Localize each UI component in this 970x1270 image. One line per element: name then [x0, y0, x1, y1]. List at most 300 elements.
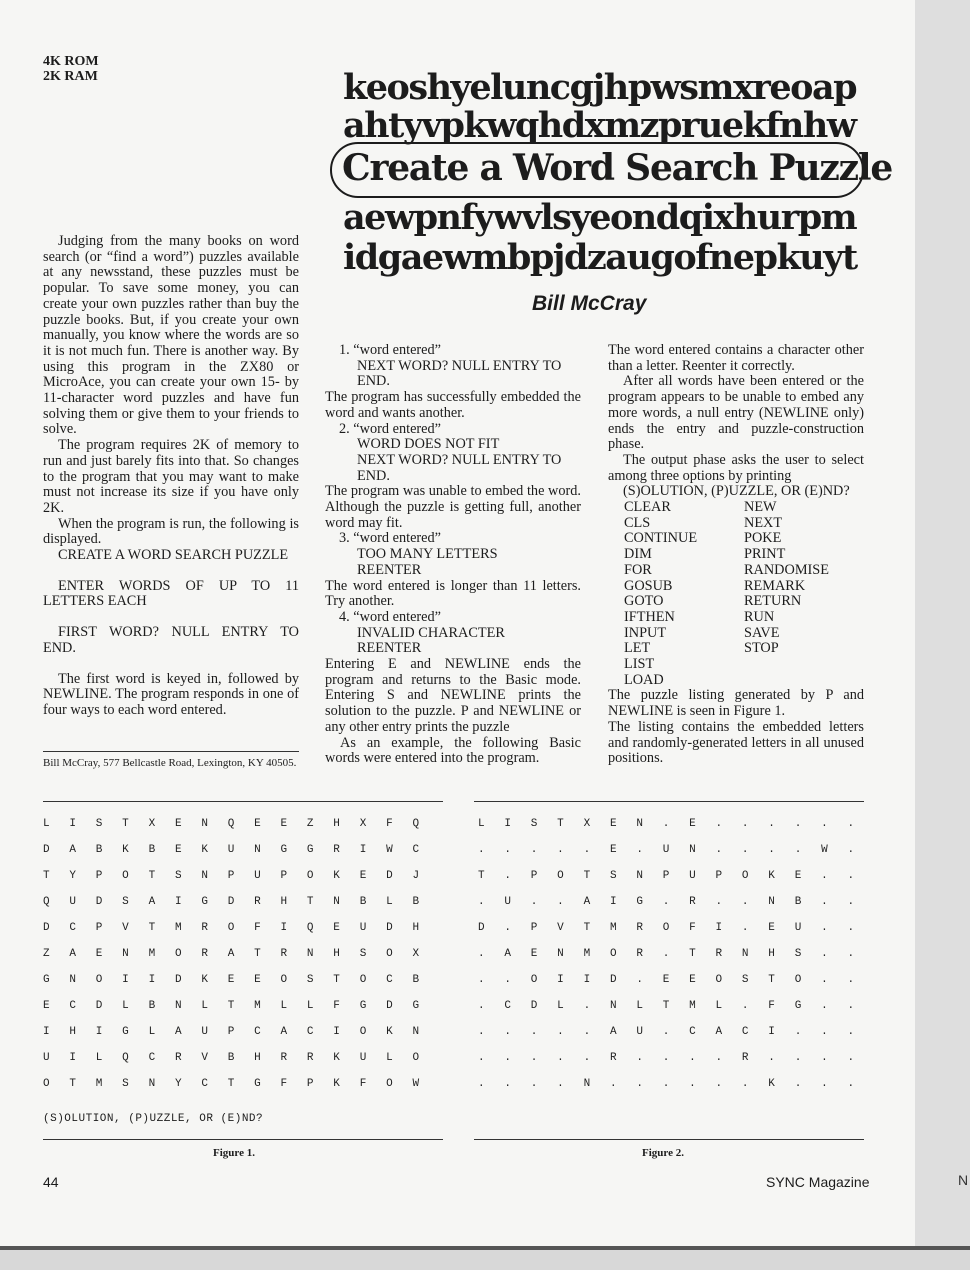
grid-cell: P: [280, 870, 288, 882]
grid-cell: G: [636, 896, 643, 908]
grid-cell: R: [636, 922, 643, 934]
keyword-item: LIST: [624, 656, 655, 673]
grid-cell: Q: [412, 818, 420, 830]
grid-row: [478, 915, 874, 941]
grid-row: [43, 1019, 439, 1045]
grid-cell: O: [174, 948, 182, 960]
case-1-text: The program has successfully embedded the word and wants another.: [325, 389, 581, 421]
keyword-item: GOTO: [624, 593, 664, 610]
grid-cell: A: [174, 1026, 182, 1038]
grid-cell: I: [95, 1026, 103, 1038]
case-1-output: NEXT WORD? NULL ENTRY TO END.: [357, 357, 562, 390]
grid-row: [478, 941, 874, 967]
grid-cell: E: [174, 818, 182, 830]
grid-cell: B: [412, 896, 420, 908]
grid-cell: P: [227, 870, 235, 882]
grid-cell: I: [609, 896, 617, 908]
grid-row: [43, 837, 439, 863]
keyword-item: RANDOMISE: [744, 561, 829, 578]
figure-2-bottom-rule: [474, 1139, 864, 1140]
grid-cell: S: [530, 818, 538, 830]
grid-cell: U: [794, 922, 802, 934]
grid-cell: .: [504, 870, 511, 882]
grid-cell: .: [530, 844, 538, 856]
grid-cell: N: [741, 948, 749, 960]
grid-cell: .: [794, 1052, 802, 1064]
author-address: Bill McCray, 577 Bellcastle Road, Lexington, KY 40505.: [43, 757, 297, 769]
grid-cell: G: [306, 844, 314, 856]
grid-cell: E: [95, 948, 103, 960]
grid-row: [43, 811, 439, 837]
grid-cell: S: [122, 1078, 129, 1090]
grid-cell: E: [689, 818, 696, 830]
grid-cell: .: [821, 1026, 828, 1038]
grid-cell: E: [43, 1000, 50, 1012]
grid-cell: G: [794, 1000, 802, 1012]
grid-cell: N: [122, 948, 129, 960]
grid-cell: .: [821, 1052, 828, 1064]
grid-cell: .: [715, 1052, 723, 1064]
case-3-output-a: TOO MANY LETTERS: [357, 546, 498, 563]
memory-badge: [43, 54, 99, 84]
letter-row-4: idgaewmbpjdzaugofnepkuyt: [343, 237, 857, 278]
letter-row-3: aewpnfywvlsyeondqixhurpm: [343, 197, 857, 238]
grid-cell: O: [386, 1078, 393, 1090]
keyword-list: [608, 500, 864, 688]
grid-row: [478, 811, 874, 837]
grid-cell: C: [254, 1026, 261, 1038]
listing-text: The puzzle listing generated by P and NEWLINE is seen in Figure 1.: [608, 687, 864, 720]
grid-cell: .: [609, 1078, 617, 1090]
grid-cell: .: [478, 974, 485, 986]
case-1-heading: 1. “word entered”: [339, 342, 442, 358]
grid-cell: .: [662, 818, 670, 830]
ram-label: 2K RAM: [43, 69, 98, 84]
grid-cell: U: [254, 870, 261, 882]
grid-cell: P: [95, 922, 103, 934]
grid-row: [478, 1019, 874, 1045]
grid-cell: S: [741, 974, 749, 986]
grid-cell: X: [583, 818, 591, 830]
keyword-item: INPUT: [624, 624, 667, 641]
grid-cell: K: [386, 1026, 393, 1038]
grid-cell: N: [69, 974, 76, 986]
grid-cell: .: [768, 1052, 775, 1064]
grid-cell: T: [583, 922, 591, 934]
grid-cell: .: [557, 844, 564, 856]
grid-cell: F: [280, 1078, 288, 1090]
grid-cell: O: [95, 974, 103, 986]
grid-cell: .: [847, 1000, 855, 1012]
grid-cell: .: [847, 818, 855, 830]
grid-cell: H: [333, 818, 340, 830]
grid-cell: W: [821, 844, 828, 856]
grid-cell: .: [821, 948, 828, 960]
grid-cell: L: [43, 818, 50, 830]
grid-cell: .: [504, 1078, 511, 1090]
keyword-item: CONTINUE: [624, 530, 698, 547]
grid-cell: B: [412, 974, 420, 986]
grid-cell: C: [741, 1026, 749, 1038]
letter-row-1: keoshyeluncgjhpwsmxreoap: [343, 67, 857, 108]
grid-cell: .: [847, 1078, 855, 1090]
grid-cell: P: [306, 1078, 314, 1090]
grid-cell: D: [386, 922, 393, 934]
example-text: As an example, the following Basic words were entered into the program.: [325, 734, 581, 767]
grid-cell: P: [227, 1026, 235, 1038]
scan-bottom: [0, 1250, 970, 1270]
figure-2-top-rule: [474, 801, 864, 802]
grid-cell: .: [847, 922, 855, 934]
case-2-output-b: NEXT WORD? NULL ENTRY TO END.: [357, 451, 562, 484]
grid-cell: T: [122, 818, 129, 830]
grid-cell: E: [662, 974, 670, 986]
grid-cell: .: [530, 1026, 538, 1038]
grid-cell: K: [768, 1078, 775, 1090]
intro-paragraph: Judging from the many books on word search (or “find a word”) puzzles available at any newsstand, these puzzles must be popular. To save some money, you can create your own puzzles rather than buy the puzzle books. But, if you create your own manually, you know where the words are so it is not much fun. There is another way. By using this program in the ZX80 or MicroAce, you can create your own 15- by 11-character word puzzles and have fun solving them or give them to your friends to solve.: [43, 233, 299, 438]
grid-cell: F: [768, 1000, 775, 1012]
grid-cell: A: [69, 844, 76, 856]
grid-cell: .: [478, 1078, 485, 1090]
figure-2-label: Figure 2.: [642, 1147, 684, 1159]
grid-cell: N: [306, 948, 314, 960]
grid-cell: .: [636, 1052, 643, 1064]
article-title: Create a Word Search Puzzle: [342, 147, 893, 189]
grid-cell: N: [557, 948, 564, 960]
grid-cell: I: [359, 844, 367, 856]
grid-cell: .: [583, 1052, 591, 1064]
column-2: [325, 343, 581, 767]
grid-cell: .: [741, 818, 749, 830]
grid-cell: R: [254, 896, 261, 908]
grid-cell: K: [201, 974, 208, 986]
grid-cell: .: [557, 896, 564, 908]
grid-cell: O: [662, 922, 670, 934]
grid-cell: U: [201, 1026, 208, 1038]
grid-cell: O: [557, 870, 564, 882]
grid-row: [43, 863, 439, 889]
grid-cell: T: [662, 1000, 670, 1012]
grid-cell: O: [412, 1052, 420, 1064]
adjacent-page-edge: [915, 0, 970, 1270]
adjacent-page-letter: N: [958, 1172, 969, 1188]
grid-cell: .: [583, 1000, 591, 1012]
grid-cell: R: [280, 1052, 288, 1064]
grid-cell: .: [662, 948, 670, 960]
program-output-2: ENTER WORDS OF UP TO 11 LETTERS EACH: [43, 577, 299, 610]
grid-cell: R: [333, 844, 340, 856]
grid-cell: Y: [69, 870, 76, 882]
grid-cell: O: [609, 948, 617, 960]
grid-cell: R: [689, 896, 696, 908]
grid-cell: E: [794, 870, 802, 882]
grid-cell: P: [530, 922, 538, 934]
grid-cell: .: [662, 1078, 670, 1090]
grid-cell: G: [122, 1026, 129, 1038]
figure-1-label: Figure 1.: [213, 1147, 255, 1159]
grid-cell: .: [847, 870, 855, 882]
grid-cell: I: [557, 974, 564, 986]
grid-cell: K: [122, 844, 129, 856]
grid-cell: E: [333, 922, 340, 934]
grid-cell: E: [254, 974, 261, 986]
keyword-item: NEXT: [744, 514, 783, 531]
grid-cell: R: [306, 1052, 314, 1064]
grid-cell: .: [662, 1052, 670, 1064]
grid-cell: C: [412, 844, 420, 856]
grid-cell: L: [95, 1052, 103, 1064]
keyword-item: PRINT: [744, 546, 786, 563]
grid-cell: D: [386, 1000, 393, 1012]
grid-cell: H: [69, 1026, 76, 1038]
grid-cell: N: [254, 844, 261, 856]
grid-cell: T: [689, 948, 696, 960]
grid-cell: P: [715, 870, 723, 882]
grid-cell: T: [227, 1000, 235, 1012]
keyword-item: DIM: [624, 546, 652, 563]
response-paragraph: The first word is keyed in, followed by NEWLINE. The program responds in one of four ways to each word entered.: [43, 670, 299, 718]
grid-cell: R: [174, 1052, 182, 1064]
grid-cell: U: [227, 844, 235, 856]
grid-cell: G: [254, 1078, 261, 1090]
grid-cell: B: [148, 844, 156, 856]
grid-cell: N: [768, 896, 775, 908]
grid-cell: I: [504, 818, 511, 830]
column-1: [43, 234, 299, 719]
grid-cell: .: [478, 1026, 485, 1038]
grid-cell: E: [768, 922, 775, 934]
embedded-text: The listing contains the embedded letters and randomly-generated letters in all unused positions.: [608, 718, 864, 767]
grid-cell: L: [386, 896, 393, 908]
grid-cell: .: [821, 1078, 828, 1090]
program-output-1: CREATE A WORD SEARCH PUZZLE: [58, 547, 289, 564]
grid-cell: M: [609, 922, 617, 934]
grid-cell: O: [280, 974, 288, 986]
grid-cell: O: [43, 1078, 50, 1090]
grid-cell: A: [583, 896, 591, 908]
keyword-item: LOAD: [624, 671, 664, 688]
grid-cell: K: [333, 870, 340, 882]
grid-cell: T: [583, 870, 591, 882]
grid-cell: U: [504, 896, 511, 908]
keyword-item: POKE: [744, 530, 782, 547]
grid-cell: N: [148, 1078, 156, 1090]
grid-cell: T: [43, 870, 50, 882]
grid-cell: L: [306, 1000, 314, 1012]
grid-cell: E: [530, 948, 538, 960]
grid-cell: U: [359, 922, 367, 934]
grid-cell: T: [227, 1078, 235, 1090]
grid-cell: N: [636, 870, 643, 882]
keyword-item: IFTHEN: [624, 608, 675, 625]
grid-cell: L: [715, 1000, 723, 1012]
grid-cell: .: [741, 1000, 749, 1012]
grid-cell: L: [122, 1000, 129, 1012]
keyword-item: LET: [624, 640, 651, 657]
grid-cell: T: [254, 948, 261, 960]
grid-cell: .: [557, 1052, 564, 1064]
case-2-text: The program was unable to embed the word. Although the puzzle is getting full, another word may fit.: [325, 483, 581, 531]
grid-cell: L: [201, 1000, 208, 1012]
grid-cell: .: [530, 896, 538, 908]
grid-cell: E: [359, 870, 367, 882]
grid-cell: Q: [306, 922, 314, 934]
grid-cell: U: [359, 1052, 367, 1064]
grid-cell: S: [359, 948, 367, 960]
grid-cell: T: [333, 974, 340, 986]
grid-cell: .: [715, 818, 723, 830]
grid-cell: E: [689, 974, 696, 986]
grid-row: [478, 1071, 874, 1097]
grid-cell: H: [768, 948, 775, 960]
grid-cell: M: [254, 1000, 261, 1012]
keyword-item: STOP: [744, 640, 779, 657]
grid-cell: N: [174, 1000, 182, 1012]
grid-cell: M: [689, 1000, 696, 1012]
grid-row: [43, 993, 439, 1019]
output-phase-text: The output phase asks the user to select among three options by printing: [608, 451, 864, 484]
grid-cell: .: [478, 1000, 485, 1012]
grid-cell: .: [583, 844, 591, 856]
grid-row: [478, 889, 874, 915]
grid-cell: F: [386, 818, 393, 830]
grid-cell: .: [478, 948, 485, 960]
grid-cell: L: [280, 1000, 288, 1012]
grid-cell: S: [122, 896, 129, 908]
grid-cell: K: [333, 1052, 340, 1064]
grid-cell: .: [504, 974, 511, 986]
grid-cell: U: [43, 1052, 50, 1064]
grid-cell: .: [768, 818, 775, 830]
grid-cell: .: [821, 1000, 828, 1012]
figure-1-grid: [43, 811, 439, 1097]
grid-cell: I: [768, 1026, 775, 1038]
grid-cell: N: [609, 1000, 617, 1012]
page-number: 44: [43, 1174, 59, 1190]
grid-cell: .: [504, 1052, 511, 1064]
grid-cell: Q: [43, 896, 50, 908]
keyword-item: RUN: [744, 608, 775, 625]
grid-cell: C: [306, 1026, 314, 1038]
grid-cell: .: [504, 844, 511, 856]
grid-cell: L: [386, 1052, 393, 1064]
grid-cell: F: [254, 922, 261, 934]
grid-cell: D: [95, 1000, 103, 1012]
grid-cell: I: [69, 818, 76, 830]
grid-cell: .: [847, 844, 855, 856]
grid-cell: A: [504, 948, 511, 960]
grid-cell: X: [359, 818, 367, 830]
grid-cell: M: [148, 948, 156, 960]
grid-cell: .: [821, 974, 828, 986]
grid-cell: R: [201, 922, 208, 934]
grid-cell: .: [715, 896, 723, 908]
grid-cell: G: [201, 896, 208, 908]
grid-cell: I: [43, 1026, 50, 1038]
grid-cell: O: [306, 870, 314, 882]
grid-cell: W: [412, 1078, 420, 1090]
grid-cell: S: [306, 974, 314, 986]
grid-cell: T: [478, 870, 485, 882]
commands-text: Entering E and NEWLINE ends the program and returns to the Basic mode. Entering S and NEWLINE prints the solution to the puzzle. P and NEWLINE or any other entry prints the puzzle: [325, 656, 581, 735]
keyword-item: CLS: [624, 514, 651, 531]
grid-cell: .: [478, 1052, 485, 1064]
grid-cell: O: [359, 974, 367, 986]
grid-cell: P: [662, 870, 670, 882]
grid-cell: A: [609, 1026, 617, 1038]
grid-cell: .: [821, 870, 828, 882]
grid-cell: H: [254, 1052, 261, 1064]
grid-row: [43, 941, 439, 967]
display-paragraph: When the program is run, the following is displayed.: [43, 515, 299, 548]
grid-cell: T: [148, 922, 156, 934]
options-prompt: (S)OLUTION, (P)UZZLE, OR (E)ND?: [623, 483, 850, 500]
grid-cell: M: [583, 948, 591, 960]
grid-cell: F: [689, 922, 696, 934]
case-4-output-b: REENTER: [357, 640, 422, 657]
grid-cell: S: [95, 818, 103, 830]
author-name: Bill McCray: [532, 292, 647, 315]
case-2-heading: 2. “word entered”: [339, 420, 442, 437]
grid-cell: K: [768, 870, 775, 882]
grid-cell: F: [359, 1078, 367, 1090]
grid-cell: E: [609, 818, 617, 830]
grid-cell: .: [821, 922, 828, 934]
grid-cell: .: [821, 896, 828, 908]
grid-cell: S: [174, 870, 182, 882]
column-3: [608, 343, 864, 767]
keyword-item: NEW: [744, 499, 777, 516]
grid-row: [43, 889, 439, 915]
grid-cell: .: [847, 1026, 855, 1038]
case-3-heading: 3. “word entered”: [339, 530, 442, 547]
grid-cell: B: [794, 896, 802, 908]
grid-row: [478, 993, 874, 1019]
grid-cell: .: [715, 1078, 723, 1090]
grid-cell: R: [715, 948, 723, 960]
grid-cell: .: [504, 922, 511, 934]
grid-cell: .: [741, 1078, 749, 1090]
grid-cell: I: [69, 1052, 76, 1064]
grid-cell: W: [386, 844, 393, 856]
grid-cell: .: [715, 844, 723, 856]
grid-cell: .: [583, 1026, 591, 1038]
grid-cell: C: [201, 1078, 208, 1090]
grid-cell: A: [227, 948, 235, 960]
grid-cell: M: [95, 1078, 103, 1090]
grid-cell: C: [689, 1026, 696, 1038]
grid-cell: V: [122, 922, 129, 934]
grid-cell: T: [148, 870, 156, 882]
program-output-3: FIRST WORD? NULL ENTRY TO END.: [43, 624, 299, 656]
grid-cell: O: [359, 1026, 367, 1038]
memory-paragraph: The program requires 2K of memory to run and just barely fits into that. So changes to the program that you may want to make must not increase its size if you have only 2K.: [43, 437, 299, 516]
grid-cell: L: [636, 1000, 643, 1012]
case-2-output-a: WORD DOES NOT FIT: [357, 436, 500, 453]
grid-row: [478, 1045, 874, 1071]
grid-cell: A: [715, 1026, 723, 1038]
grid-cell: D: [478, 922, 485, 934]
grid-cell: C: [148, 1052, 156, 1064]
keyword-item: FOR: [624, 561, 652, 578]
grid-cell: Z: [43, 948, 50, 960]
grid-cell: R: [609, 1052, 617, 1064]
grid-cell: C: [504, 1000, 511, 1012]
invalid-char-text: The word entered contains a character other than a letter. Reenter it correctly.: [608, 342, 864, 374]
grid-cell: T: [306, 896, 314, 908]
grid-row: [43, 1045, 439, 1071]
grid-cell: D: [43, 922, 50, 934]
